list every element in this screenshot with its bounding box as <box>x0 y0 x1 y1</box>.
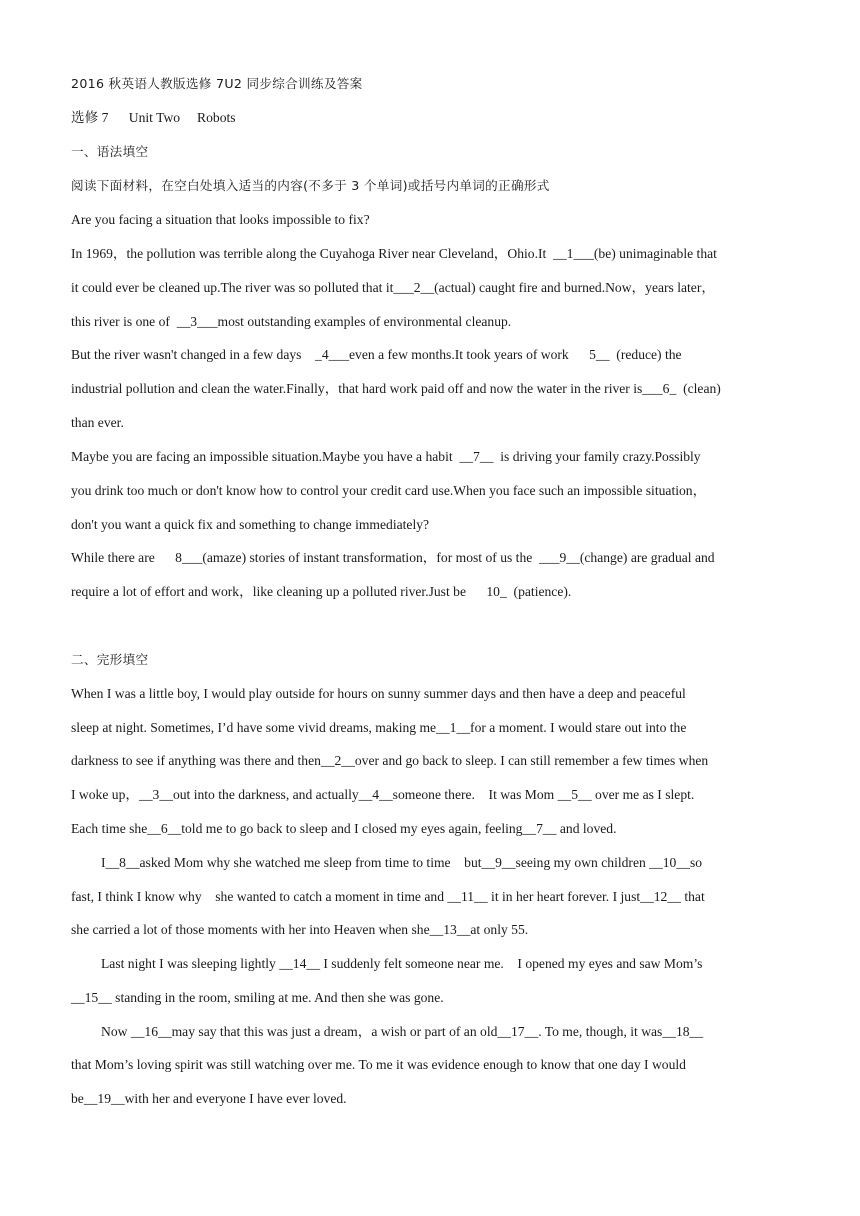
text-line: In 1969，the pollution was terrible along the Cuyahoga River near Cleveland，Ohio.It __1___(be) unimaginable that <box>71 246 717 261</box>
text-line: than ever. <box>71 415 124 430</box>
text-line: be__19__with her and everyone I have ever loved. <box>71 1091 347 1106</box>
text-line: __15__ standing in the room, smiling at me. And then she was gone. <box>71 990 444 1005</box>
text-line: industrial pollution and clean the water.Finally，that hard work paid off and now the water in the river is___6_ (clean) <box>71 381 721 396</box>
text-line: Each time she__6__told me to go back to sleep and I closed my eyes again, feeling__7__ and loved. <box>71 821 617 836</box>
text-line: Maybe you are facing an impossible situation.Maybe you have a habit __7__ is driving your family crazy.Possibly <box>71 449 701 464</box>
text-line: she carried a lot of those moments with her into Heaven when she__13__at only 55. <box>71 922 529 937</box>
text-line: I woke up，__3__out into the darkness, and actually__4__someone there. It was Mom __5__ over me as I slept. <box>71 787 695 802</box>
section2-heading: 二、完形填空 <box>71 652 149 667</box>
text-line: But the river wasn't changed in a few days _4___even a few months.It took years of work 5__ (reduce) the <box>71 347 682 362</box>
text-line: Are you facing a situation that looks impossible to fix? <box>71 212 370 227</box>
text-line: fast, I think I know why she wanted to catch a moment in time and __11__ it in her heart forever. I just__12__ that <box>71 889 705 904</box>
text-line: you drink too much or don't know how to control your credit card use.When you face such an impossible situation， <box>71 483 707 498</box>
text-line: require a lot of effort and work，like cleaning up a polluted river.Just be 10_ (patience). <box>71 584 572 599</box>
text-line: While there are 8___(amaze) stories of instant transformation，for most of us the ___9__(change) are gradual and <box>71 550 715 565</box>
text-line: that Mom’s loving spirit was still watching over me. To me it was evidence enough to know that one day I would <box>71 1057 686 1072</box>
text-line: it could ever be cleaned up.The river was so polluted that it___2__(actual) caught fire and burned.Now，years later， <box>71 280 715 295</box>
text-line: darkness to see if anything was there and then__2__over and go back to sleep. I can still remember a few times when <box>71 753 709 768</box>
text-line: Now __16__may say that this was just a dream，a wish or part of an old__17__. To me, though, it was__18__ <box>101 1024 704 1039</box>
text-line: I__8__asked Mom why she watched me sleep from time to time but__9__seeing my own children __10__so <box>101 855 703 870</box>
text-line: don't you want a quick fix and something to change immediately? <box>71 517 430 532</box>
document-title: 2016 秋英语人教版选修 7U2 同步综合训练及答案 <box>71 76 363 91</box>
section1-instruction: 阅读下面材料，在空白处填入适当的内容(不多于 3 个单词)或括号内单词的正确形式 <box>71 178 550 193</box>
unit-line: 选修 7 Unit Two Robots <box>71 110 236 125</box>
text-line: this river is one of __3___most outstanding examples of environmental cleanup. <box>71 314 512 329</box>
text-line: When I was a little boy, I would play outside for hours on sunny summer days and then have a deep and peaceful <box>71 686 686 701</box>
text-line: Last night I was sleeping lightly __14__ I suddenly felt someone near me. I opened my eyes and saw Mom’s <box>101 956 703 971</box>
text-line: sleep at night. Sometimes, I’d have some vivid dreams, making me__1__for a moment. I would stare out into the <box>71 720 687 735</box>
section1-heading: 一、语法填空 <box>71 144 149 159</box>
